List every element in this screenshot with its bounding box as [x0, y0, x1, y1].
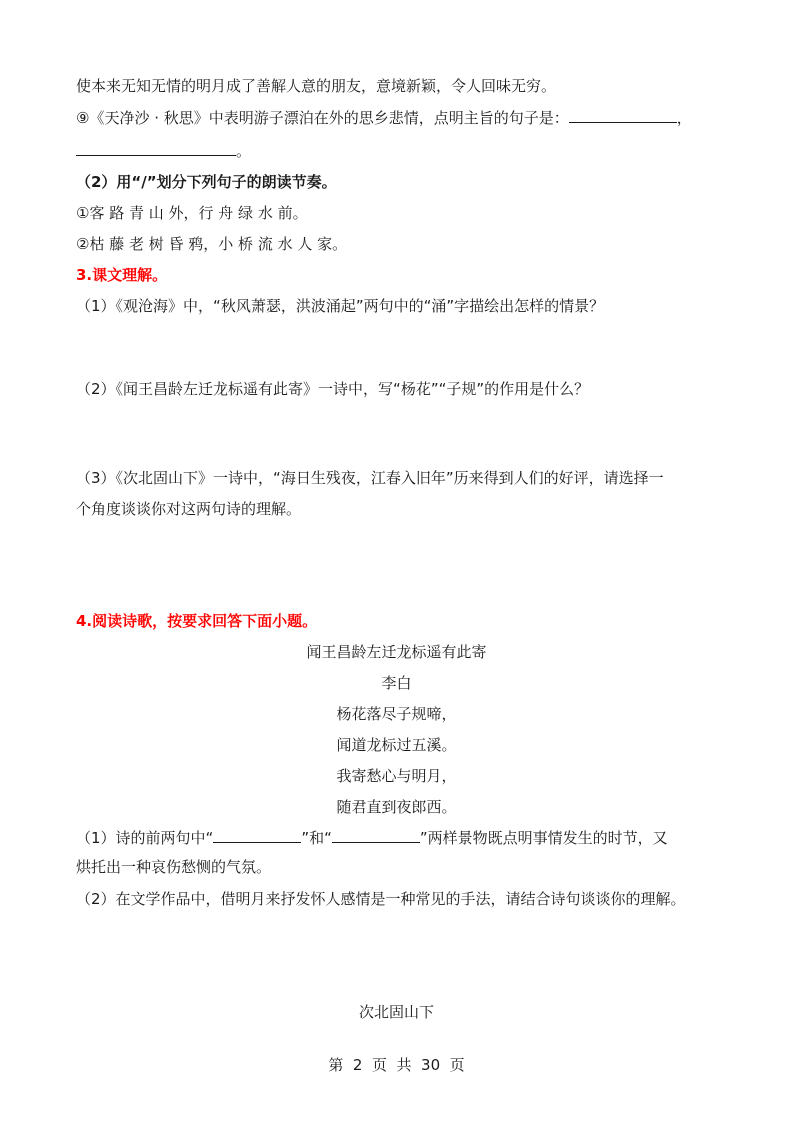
question-text: ”两样景物既点明事情发生的时节，又	[419, 829, 668, 847]
page-footer: 第 2 页 共 30 页	[328, 1056, 465, 1074]
poem-author: 李白	[381, 674, 412, 692]
question-text: （1）诗的前两句中“	[76, 829, 214, 847]
section-4-question-1	[76, 827, 668, 849]
answer-blank[interactable]	[332, 827, 420, 843]
poem-verse: 杨花落尽子规啼，	[336, 705, 457, 723]
section-3-question-3-cont: 个角度谈谈你对这两句诗的理解。	[76, 500, 302, 518]
text-line: 使本来无知无情的明月成了善解人意的朋友，意境新颖，令人回味无穷。	[76, 77, 557, 95]
section-3-title: 3.课文理解。	[76, 266, 168, 284]
punctuation: ，	[676, 109, 692, 127]
punctuation: 。	[236, 142, 252, 160]
poem-verse: 我寄愁心与明月，	[336, 767, 457, 785]
section-4-question-2: （2）在文学作品中，借明月来抒发怀人感情是一种常见的手法，请结合诗句谈谈你的理解。	[76, 890, 686, 908]
section-3-question-3: （3）《次北固山下》一诗中，“海日生残夜，江春入旧年”历来得到人们的好评，请选择一	[76, 469, 664, 487]
next-poem-title: 次北固山下	[358, 1003, 434, 1021]
section-3-question-1: （1）《观沧海》中，“秋风萧瑟，洪波涌起”两句中的“涌”字描绘出怎样的情景？	[76, 297, 605, 315]
question-2-title: （2）用“/”划分下列句子的朗读节奏。	[76, 173, 337, 191]
fill-in-line-2	[76, 140, 251, 162]
poem-line-1: ①客 路 青 山 外，行 舟 绿 水 前。	[76, 204, 308, 222]
poem-title: 闻王昌龄左迁龙标遥有此寄	[306, 643, 487, 661]
answer-blank[interactable]	[569, 107, 677, 123]
question-text: ⑨《天净沙 · 秋思》中表明游子漂泊在外的思乡悲情，点明主旨的句子是：	[76, 109, 569, 127]
question-text: ”和“	[301, 829, 332, 847]
poem-line-2: ②枯 藤 老 树 昏 鸦，小 桥 流 水 人 家。	[76, 235, 348, 253]
fill-in-question-9	[76, 107, 692, 129]
poem-verse: 闻道龙标过五溪。	[336, 736, 457, 754]
answer-blank[interactable]	[213, 827, 301, 843]
section-3-question-2: （2）《闻王昌龄左迁龙标遥有此寄》一诗中，写“杨花”“子规”的作用是什么？	[76, 380, 590, 398]
poem-verse: 随君直到夜郎西。	[336, 798, 457, 816]
section-4-title: 4.阅读诗歌，按要求回答下面小题。	[76, 612, 318, 630]
section-4-question-1-cont: 烘托出一种哀伤愁恻的气氛。	[76, 858, 272, 876]
answer-blank[interactable]	[76, 140, 236, 156]
